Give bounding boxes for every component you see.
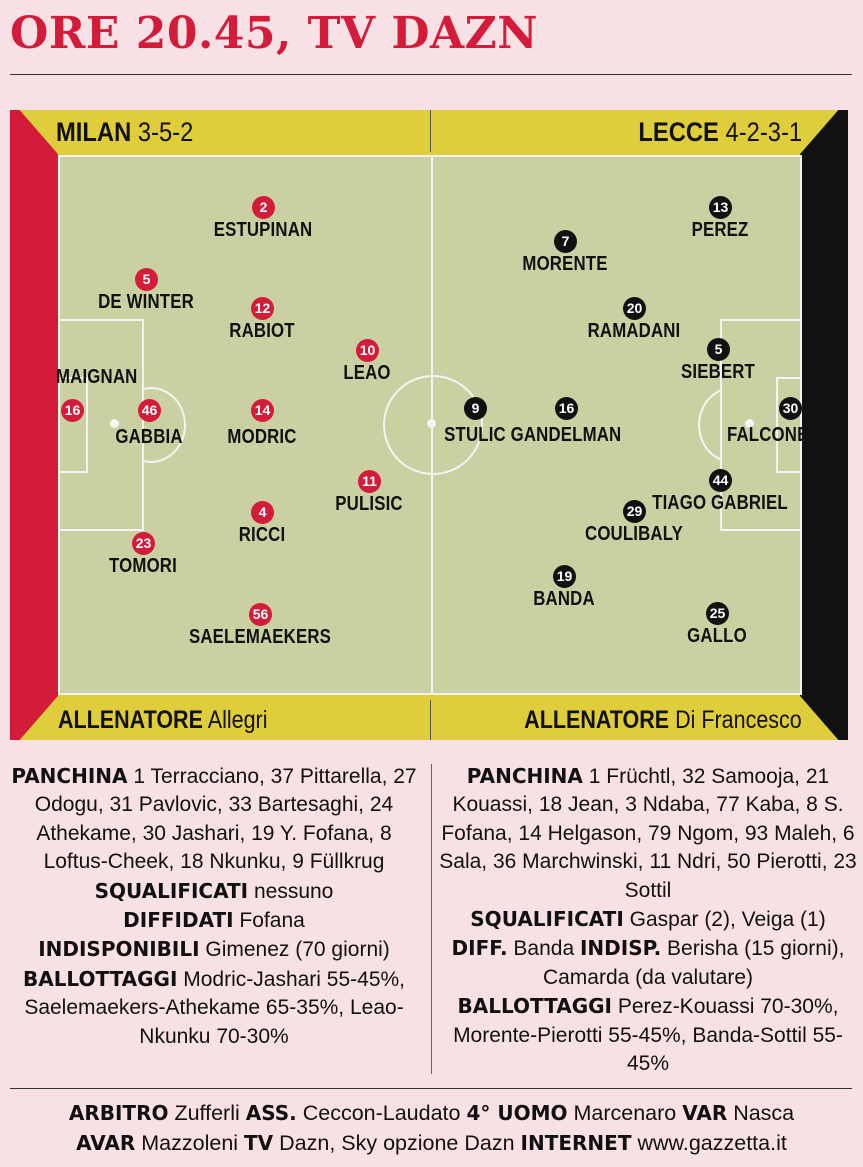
player-number: 5 bbox=[707, 338, 730, 361]
player-name: GANDELMAN bbox=[510, 424, 622, 446]
coach-name: Allegri bbox=[207, 706, 268, 734]
info-text: Berisha (15 giorni), Camarda (da valutare) bbox=[542, 937, 845, 989]
player-number: 46 bbox=[138, 399, 161, 422]
info-label: PANCHINA bbox=[466, 764, 583, 788]
player-number: 12 bbox=[251, 297, 274, 320]
info-text: Gimenez (70 giorni) bbox=[199, 938, 390, 962]
info-label: INDISPONIBILI bbox=[38, 937, 200, 962]
player-name: PULISIC bbox=[335, 493, 403, 515]
player-number: 30 bbox=[779, 397, 802, 420]
home-team-notes bbox=[4, 762, 424, 1051]
official-name: Dazn, Sky opzione Dazn bbox=[273, 1131, 521, 1155]
player-name: STULIC bbox=[444, 424, 506, 446]
player-name: RICCI bbox=[238, 524, 286, 546]
info-text: Modric-Jashari 55-45%, Saelemaekers-Athekame 65-35%, Leao-Nkunku 70-30% bbox=[24, 967, 406, 1048]
player-number: 10 bbox=[356, 339, 379, 362]
info-text: Gaspar (2), Veiga (1) bbox=[623, 908, 826, 932]
player-name: TOMORI bbox=[109, 555, 177, 577]
player-name: BANDA bbox=[533, 588, 595, 610]
away-coach bbox=[524, 702, 802, 738]
info-text: Banda bbox=[507, 937, 580, 961]
coach-name: Di Francesco bbox=[675, 706, 802, 734]
info-text: 1 Früchtl, 32 Samooja, 21 Kouassi, 18 Jean, 3 Ndaba, 77 Kaba, 8 S. Fofana, 14 Helgason, 79 Ngom, 93 Maleh, 6 Sala, 36 Marchwinski, 11 Ndri, 50 Pierotti, 23 Sottil bbox=[439, 765, 857, 902]
player-number: 7 bbox=[554, 230, 577, 253]
player-name: LEAO bbox=[343, 362, 391, 384]
official-label: ASS. bbox=[245, 1101, 297, 1125]
info-label: PANCHINA bbox=[11, 764, 128, 788]
info-label: BALLOTTAGGI bbox=[22, 966, 178, 991]
away-team-header bbox=[638, 112, 802, 152]
player-number: 25 bbox=[706, 602, 729, 625]
away-team-name: LECCE bbox=[638, 117, 719, 147]
official-name: Zufferli bbox=[168, 1101, 246, 1125]
info-label: SQUALIFICATI bbox=[470, 907, 624, 932]
home-formation: 3-5-2 bbox=[137, 117, 194, 147]
player-name: MODRIC bbox=[227, 426, 297, 448]
pitch bbox=[58, 155, 802, 695]
player-name: RABIOT bbox=[229, 320, 295, 342]
coach-label: ALLENATORE bbox=[524, 706, 670, 734]
player-name: MORENTE bbox=[522, 253, 608, 275]
player-name: TIAGO GABRIEL bbox=[652, 492, 788, 514]
info-label: DIFF. bbox=[451, 936, 508, 961]
player-number: 23 bbox=[132, 532, 155, 555]
info-text: Fofana bbox=[233, 909, 305, 933]
away-formation: 4-2-3-1 bbox=[725, 117, 802, 147]
official-name: www.gazzetta.it bbox=[631, 1131, 787, 1155]
divider bbox=[10, 1088, 852, 1089]
player-number: 16 bbox=[61, 399, 84, 422]
player-name: GABBIA bbox=[115, 426, 183, 448]
player-name: SAELEMAEKERS bbox=[188, 626, 332, 648]
home-team-name: MILAN bbox=[56, 117, 132, 147]
coach-label: ALLENATORE bbox=[58, 706, 203, 734]
divider bbox=[430, 110, 431, 152]
center-spot bbox=[427, 419, 436, 428]
home-team-header bbox=[56, 112, 193, 152]
info-text: nessuno bbox=[248, 879, 334, 903]
player-number: 13 bbox=[709, 196, 732, 219]
official-label: ARBITRO bbox=[68, 1101, 169, 1125]
headline: ORE 20.45, TV DAZN bbox=[10, 8, 538, 59]
player-name: RAMADANI bbox=[587, 320, 681, 342]
official-label: 4° UOMO bbox=[466, 1101, 568, 1125]
official-name: Marcenaro bbox=[567, 1101, 683, 1125]
player-name: PEREZ bbox=[691, 219, 749, 241]
player-number: 19 bbox=[553, 565, 576, 588]
player-name: DE WINTER bbox=[98, 291, 194, 313]
player-number: 14 bbox=[251, 399, 274, 422]
official-name: Ceccon-Laudato bbox=[296, 1101, 467, 1125]
home-coach bbox=[58, 702, 267, 738]
player-number: 56 bbox=[249, 603, 272, 626]
player-number: 11 bbox=[358, 470, 381, 493]
lineup-board bbox=[10, 110, 848, 740]
info-label: DIFFIDATI bbox=[123, 908, 234, 933]
player-number: 4 bbox=[251, 501, 274, 524]
home-color-stripe bbox=[10, 110, 58, 740]
divider bbox=[430, 700, 431, 740]
info-label: BALLOTTAGGI bbox=[457, 994, 612, 1019]
away-team-notes bbox=[438, 762, 858, 1078]
player-name: SIEBERT bbox=[681, 361, 755, 383]
info-text: Perez-Kouassi 70-30%, Morente-Pierotti 55-45%, Banda-Sottil 55-45% bbox=[453, 995, 843, 1076]
player-name: FALCONE bbox=[727, 424, 809, 446]
match-officials bbox=[0, 1098, 863, 1158]
player-name: ESTUPINAN bbox=[213, 219, 313, 241]
player-name: MAIGNAN bbox=[56, 366, 138, 388]
official-label: AVAR bbox=[76, 1131, 136, 1155]
info-label: SQUALIFICATI bbox=[94, 878, 249, 903]
player-name: GALLO bbox=[687, 625, 747, 647]
official-label: TV bbox=[244, 1131, 274, 1155]
goal-area-left bbox=[60, 377, 88, 473]
player-number: 2 bbox=[252, 196, 275, 219]
official-name: Nasca bbox=[727, 1101, 795, 1125]
player-number: 9 bbox=[464, 397, 487, 420]
official-label: VAR bbox=[682, 1101, 728, 1125]
player-number: 5 bbox=[135, 268, 158, 291]
player-name: COULIBALY bbox=[585, 523, 683, 545]
official-name: Mazzoleni bbox=[135, 1131, 245, 1155]
divider bbox=[10, 74, 852, 75]
info-text: 1 Terracciano, 37 Pittarella, 27 Odogu, 31 Pavlovic, 33 Bartesaghi, 24 Athekame, 30 Jashari, 19 Y. Fofana, 8 Loftus-Cheek, 18 Nkunku, 9 Füllkrug bbox=[34, 765, 417, 874]
official-label: INTERNET bbox=[520, 1131, 632, 1155]
player-number: 29 bbox=[623, 500, 646, 523]
player-number: 16 bbox=[555, 397, 578, 420]
player-number: 20 bbox=[623, 297, 646, 320]
divider bbox=[431, 764, 432, 1074]
info-label: INDISP. bbox=[579, 936, 662, 961]
player-number: 44 bbox=[709, 469, 732, 492]
